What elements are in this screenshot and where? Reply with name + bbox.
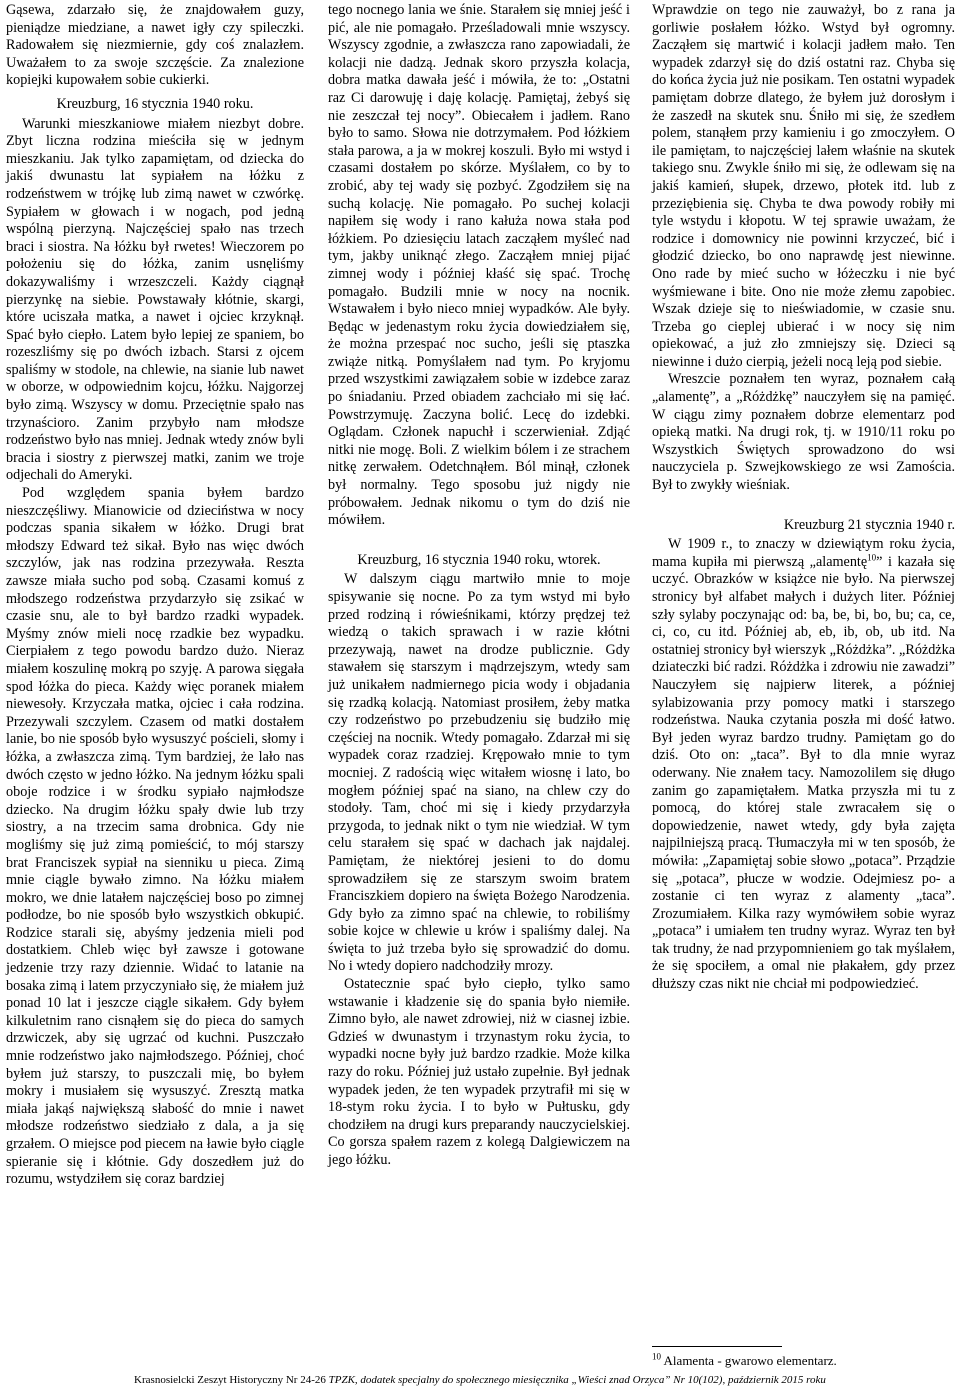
paragraph: Wreszcie poznałem ten wyraz, poznałem całą „alamentę”, a „Różdżkę” nauczyłem się na pamięć. W ciągu zimy poznałem dobrze elementarz pod opieką matki. Na drugi rok, tj. w 1910/11 roku po Wszystkich Świętych sprowadzono do wsi nauczyciela p. Szwejkowskiego ze wsi Zamościa. Był to zwykły wieśniak. [652,371,955,494]
paragraph: Wprawdzie on tego nie zauważył, bo z rana ja gorliwie posłałem łóżko. Wstyd był ogromny. Zacząłem się martwić i kolacji jadłem mało. Ten wypadek zdarzył się do dziś ostatni raz. Chyba się do końca życia już nie posikam. Ten ostatni wypadek pamiętam dobrze dlatego, że byłem już dorosłym i że zaszedł na skutek snu. Śniło mi się, że szedłem polem, stanąłem przy kamieniu i go zmoczyłem. O ile pamiętam, to najczęściej lałem właśnie na skutek takiego snu. Zwykle śniło mi się, że odlewam się na jakiś kamień, słupek, drzewo, płotek itd. lub z przeziębienia się. Chyba te dwa powody robiły mi tyle wstydu i kłopotu. W tej sprawie uważam, że rodzice i domownicy nie powinni krzyczeć, bić i głodzić dziecko, bo ono naprawdę jest niewinne. Ono rade by mieć sucho w łóżeczku i nie być wyśmiewane i bite. Ono nie może złemu zapobiec. Wszak dzieje się to nieświadomie, w czasie snu. Trzeba go cieplej ubierać i w nocy się nim opiekować, a już zło zmniejszy się. Dzieci są niewinne i dużo cierpią, jeżeli nocą leją pod siebie. [652,2,955,370]
footnote-reference[interactable]: 10 [867,552,877,563]
paragraph-text: W 1909 r., to znaczy w dziewiątym roku życia, mama kupiła mi pierwszą „alamentę [652,536,955,570]
paragraph: W dalszym ciągu martwiło mnie to moje spisywanie się nocne. Po za tym wstyd mi było przed rodziną i rówieśnikami, którzy prędzej też wiedzą o takich sprawach i w razie kłótni przezywają, nawet na drodze publicznie. Gdy stawałem się starszym i mądrzejszym, wtedy sam już unikałem nadmiernego picia wody i objadania się rzadką kolacją. Natomiast prosiłem, żeby matka czy rodzeństwo po przebudzeniu się budziło mię częściej na nocnik. Wtedy pomagało. Zdarzał mi się wypadek coraz rzadziej. Krępowało mnie to tym mocniej. Z radością więc witałem wiosnę i lato, bo mogłem później spać na siano, na chlew czy do stodoły. Tam, choć mi się i kiedy przydarzyła przygoda, to jednak nikt o tym nie wiedział. W tym celu starałem się spać w dachach jak najdalej. Pamiętam, że niektórej jesieni to do domu sprowadziłem się ze starszym swoim bratem Franciszkiem dopiero na święta Bożego Narodzenia. Gdy było za zimno spać na chlewie, to robiliśmy sobie kojce w chlewie u krów i spaliśmy dalej. Na święta to już trzeba było się sprowadzić do domu. No i wtedy dopiero nadchodziły mrozy. [328,571,630,975]
footer-publication: Krasnosielcki Zeszyt Historyczny Nr 24-26 [134,1374,329,1386]
paragraph-text: ” i kazała się uczyć. Obrazków w książce nie było. Na pierwszej stronicy był alfabet małych i dużych liter. Później szły sylaby poczynając od: ba, be, bi, bo, bu; ca, ce, ci, co, cu itd. Później ab, eb, ib, ob, ub itd. Na ostatniej stronicy był wierszyk „Różdżka”. „Różdżka dziateczki bić radzi. Różdżka i zdrowiu nie zawadzi” Nauczyłem się najpierw literek, a później sylabizowania przy pomocy matki i starszego rodzeństwa. Nauka czytania poszła mi dość łatwo. Był jeden wyraz bardzo trudny. Pamiętam go do dziś. Oto on: „taca”. Był to dla mnie wyraz oderwany. Nie znałem tacy. Namozolilem się długo zanim go zapamiętałem. Matka przyszła mi tu z pomocą, do której stale zwracałem się o dopowiedzenie, nawet wtedy, gdy była zajęta najpilniejszą pracą. Tłumaczyła mi w ten sposób, że mówiła: „Zapamiętaj sobie słowo „potaca”. Prządzie się „potaca”, płucze w wodzie. Odejmiesz po- a zostanie ci ten wyraz z alamenty „taca”. Zrozumiałem. Kilka razy wymówiłem sobie wyraz „potaca” i umiałem ten trudny wyraz. Wyraz ten był tak trudny, że nad przypomnieniem go tak myślałem, że się spociłem, a omal nie płakałem, gdy przez dłuższy czas nikt nie chciał mi podpowiedzieć. [652,553,955,993]
text-column-middle [328,2,630,1170]
footnote-number: 10 [652,1351,661,1362]
paragraph: tego nocnego lania we śnie. Starałem się mniej jeść i pić, ale nie pomagało. Prześladowali mnie wszyscy. Wszyscy zgodnie, a zwłaszcza rano zapowiadali, że kolacji nie dadzą. Jednak skoro przyszła kolacja, dobra matka dawała jeść i mówiła, że to: „Ostatni raz Ci darowuję i daję kolację. Pamiętaj, żebyś się nie zeszczał tej nocy”. Obiecałem i jadłem. Rano było to samo. Słowa nie dotrzymałem. Pod łóżkiem stała parowa, a ja w mokrej koszuli. Było mi wstyd i czasami dostałem po skórze. Myślałem, co by to zrobić, aby tej wady się pozbyć. Zgodziłem się na suchą kolację. Nie pomagało. Po suchej kolacji napiłem się wody i rano kałuża nowa stała pod łóżkiem. Po dziesięciu latach zacząłem myśleć nad tym, jakby uniknąć złego. Zacząłem mniej pijać zimnej wody i później kłaść się spać. Trochę pomagało. Budzili mnie w nocy na nocnik. Wstawałem i było nieco mniej wypadków. Ale były. Będąc w jedenastym roku życia dowiedziałem się, że można przespać noc sucho, jeśli się ptaszka zwiąże nitką. Pomyślałem nad tym. Po kryjomu przed wszystkimi zawiązałem sobie w izdebce zaraz po śniadaniu. Przed obiadem zachciało mi się łać. Powstrzymuję. Zaczyna bolić. Lecę do izdebki. Oglądam. Członek napuchł i sczerwieniał. Zdjąć nitki nie mogę. Boli. Z wielkim bólem i ze strachem nitkę zerwałem. Odetchnąłem. Ból minął, członek był normalny. Tego sposobu już nigdy nie próbowałem. Jednak nikomu o tym do dziś nie mówiłem. [328,2,630,529]
text-column-right [652,2,955,994]
paragraph [652,536,955,993]
text-column-left [6,2,304,1189]
paragraph: Pod względem spania byłem bardzo nieszczęśliwy. Mianowicie od dzieciństwa w nocy podczas spania sikałem w łóżko. Drugi brat młodszy Edward też sikał. Było nas więc dwóch szczylów, jak nas rodzina przezywała. Reszta zawsze miała sucho pod sobą. Czasami komuś z młodszego rodzeństwa przydarzyło się zsikać w czasie snu, ale to był bardzo rzadki wypadek. Myśmy znów mieli nocę rzadkie bez wypadku. Cierpiałem z tego powodu bardzo dużo. Nieraz miałem koszulinę mokrą po szyję. A parowa sięgała spod łóżka do pieca. Każdy więc poranek miałem niewesoły. Krzyczała matka, ojciec i cała rodzina. Przezywali szczylem. Czasem od matki dostałem lanie, bo nie sposób było wysuszyć pościeli, słomy i łóżka, a zwłaszcza zimą. Tym bardziej, że lało nas dwóch często w jedno łóżko. Na jednym łóżku spali oboje rodzice i w środku sypiało najmłodsze dziecko. Na drugim łóżku spały dwie lub trzy siostry, a na trzecim sama drobnica. Gdy nie mogliśmy się już zimą pomieścić, to mój starszy brat Franciszek sypiał na sienniku u pieca. Zimą mnie ciągle bywało zimno. Na łóżku miałem mokro, we dnie latałem najczęściej boso po zimnej podłodze, bo nie sposób było wszystkich obkupić. Rodzice starali się, abyśmy jedzenia mieli pod dostatkiem. Chleb więc był zawsze i gotowane jedzenie trzy razy dziennie. Widać to latanie na bosaka zimą i latem przyczyniało się, że miałem już ponad 10 lat i jeszcze ciągle sikałem. Gdy byłem kilkuletnim rano cisnąłem się do pieca do samych drzwiczek, aby się ugrzać od kuchni. Puszczało mnie rodzeństwo jako najmłodszego. Później, choć byłem już starszy, to puszczali mię, bo byłem mokry i musiałem się wysuszyć. Zresztą matka miała jakąś największą słabość do mnie i nawet młodsze rodzeństwo siedziało z dala, a ja się grzałem. O miejsce pod piecem na ławie było ciągle spieranie się i kłótnie. Gdy doszedłem już do rozumu, wstydziłem się coraz bardziej [6,485,304,1188]
section-heading: Kreuzburg, 16 stycznia 1940 roku, wtorek. [357,551,601,568]
paragraph: Warunki mieszkaniowe miałem niezbyt dobre. Zbyt liczna rodzina mieściła się w jednym mieszkaniu. Jak tylko zapamiętam, od dziecka do jakiś dwunastu lat sypiałem na łóżku z rodzeństwem w trójkę lub zimą nawet w czwórkę. Sypiałem w głowach i w nogach, pod jedną wspólną pierzyną. Najczęściej spało nas trzech braci i siostra. Na łóżku był rwetes! Wieczorem po położeniu się do łóżka, zanim usnęliśmy dokazywaliśmy i wrzeszczeli. Każdy ciągnął pierzynkę na siebie. Powstawały kłótnie, skargi, które uciszała matka, a nawet i ojciec krzyknął. Spać było ciepło. Latem było lepiej ze spaniem, bo rozeszliśmy się po dwóch izbach. Starsi z ojcem spaliśmy w stodole, na chlewie, na sianie lub nawet w oborze, w odpowiednim kojcu, łóżku. Najgorzej było zimą. Wszyscy w domu. Przeciętnie spało nas trzynaścioro. Zanim przybyło nam młodsze rodzeństwo było nas mniej. Jednak wtedy znów byli bracia i siostry z pierwszej matki, zanim we troje odjechali do Ameryki. [6,115,304,484]
section-heading: Kreuzburg, 16 stycznia 1940 roku. [56,95,254,112]
footnote-text: Alamenta - gwarowo elementarz. [663,1353,837,1368]
footer-publisher-note: TPZK, dodatek specjalny do społecznego miesięcznika „Wieści znad Orzyca” Nr 10(102), październik 2015 roku [328,1374,826,1386]
paragraph: Ostatecznie spać było ciepło, tylko samo wstawanie i kładzenie się do spania było niemiłe. Zimno było, ale nawet zdrowiej, niż w ciasnej izbie. Gdzieś w dwunastym i trzynastym roku życia, to wypadki nocne były już bardzo rzadkie. Może kilka razy do roku. Później już ustało zupełnie. Był jednak wypadek jeden, że ten wypadek przytrafił mi się w 18-stym roku życia. I to było w Pułtusku, gdy chodziłem na drugi kurs preparandy nauczycielskiej. Co gorsza spałem razem z kolegą Dalgiewiczem na jego łóżku. [328,976,630,1168]
section-heading: Kreuzburg 21 stycznia 1940 r. [783,516,955,533]
footnote [652,1353,955,1369]
page-footer [0,1373,960,1387]
footnote-divider [652,1346,782,1347]
paragraph: Gąsewa, zdarzało się, że znajdowałem guzy, pieniądze miedziane, a nawet igły czy spileczki. Radowałem się niezmiernie, gdy coś znalazłem. Uważałem to za swoje szczęście. Za znalezione kopiejki kupowałem sobie cukierki. [6,2,304,89]
